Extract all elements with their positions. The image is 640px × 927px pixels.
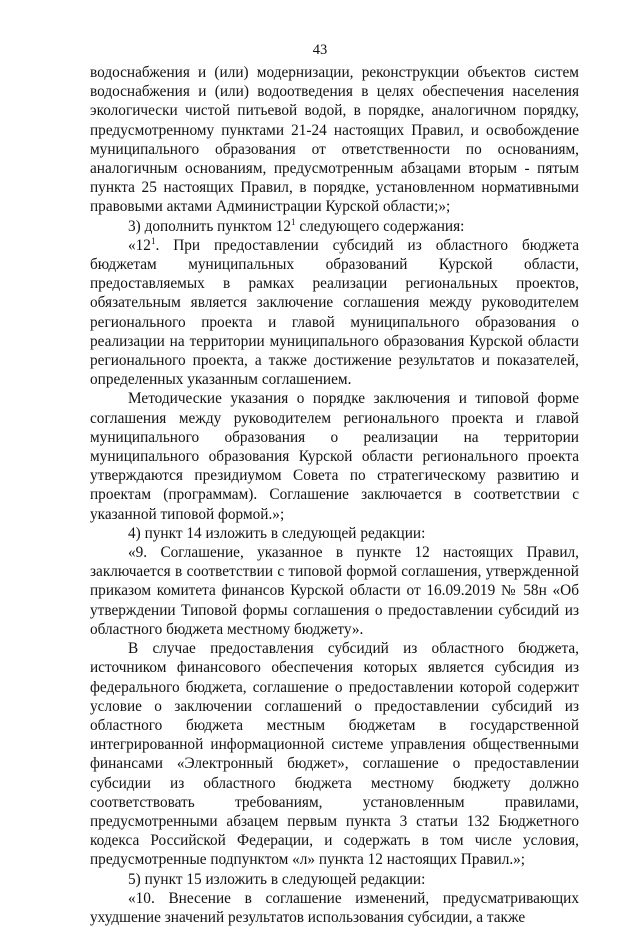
paragraph-text: следующего содержания: — [295, 217, 465, 235]
page-number: 43 — [312, 42, 328, 58]
paragraph-amendment-3 — [90, 217, 579, 236]
paragraph-amendment-5: 5) пункт 15 изложить в следующей редакции: — [128, 870, 426, 888]
paragraph-text: 3) дополнить пунктом 12 — [128, 217, 292, 235]
paragraph-federal-subsidy: В случае предоставления субсидий из областного бюджета, источником финансового обеспечения которых является субсидия из федерального бюджета, соглашение о предоставлении которой содержит условие о заключении соглашений о предоставлении субсидий из областного бюджета местным бюджетам в государственной интегрированной информационной системе управления общественными финансами «Электронный бюджет», соглашение о предоставлении субсидии из областного бюджета местному бюджету должно соответствовать требованиям, установленным правилами, предусмотренными абзацем первым пункта 3 статьи 132 Бюджетного кодекса Российской Федерации, и содержать в том числе условия, предусмотренные подпунктом «л» пункта 12 настоящих Правил.»; — [90, 640, 579, 869]
document-body — [90, 63, 579, 927]
paragraph-continuation: водоснабжения и (или) модернизации, реконструкции объектов систем водоснабжения и (или) водоотведения в целях обеспечения населения экологически чистой питьевой водой, в порядке, аналогичном порядку, предусмотренному пунктами 21-24 настоящих Правил, и освобождение муниципального образования от ответственности по основаниям, аналогичным основаниям, предусмотренным абзацами вторым - пятым пункта 25 настоящих Правил, в порядке, установленном нормативными правовыми актами Администрации Курской области;»; — [90, 64, 579, 216]
paragraph-clause-9: «9. Соглашение, указанное в пункте 12 настоящих Правил, заключается в соответствии с типовой формой соглашения, утвержденной приказом комитета финансов Курской области от 16.09.2019 № 58н «Об утверждении Типовой формы соглашения о предоставлении субсидий из областного бюджета местному бюджету». — [90, 544, 579, 638]
paragraph-clause-10: «10. Внесение в соглашение изменений, предусматривающих ухудшение значений результатов использования субсидии, а также — [90, 889, 579, 926]
superscript: 1 — [291, 216, 296, 227]
paragraph-methodical-guidelines: Методические указания о порядке заключения и типовой форме соглашения между руководителем регионального проекта и главой муниципального образования о реализации на территории муниципального образования Курской области регионального проекта утверждаются президиумом Совета по стратегическому развитию и проектам (программам). Соглашение заключается в соответствии с указанной типовой формой.»; — [90, 390, 579, 523]
paragraph-clause-12-1 — [90, 236, 579, 390]
paragraph-text: . При предоставлении субсидий из областного бюджета бюджетам муниципальных образований Курской области, предоставляемых в рамках реализации региональных проектов, обязательным является заключение соглашения между руководителем регионального проекта и главой муниципального образования о реализации на территории муниципального образования Курской области регионального проекта, а также достижение результатов и показателей, определенных указанным соглашением. — [90, 236, 579, 389]
superscript: 1 — [150, 235, 156, 246]
paragraph-text: «12 — [128, 236, 151, 254]
paragraph-amendment-4: 4) пункт 14 изложить в следующей редакции: — [128, 524, 426, 542]
